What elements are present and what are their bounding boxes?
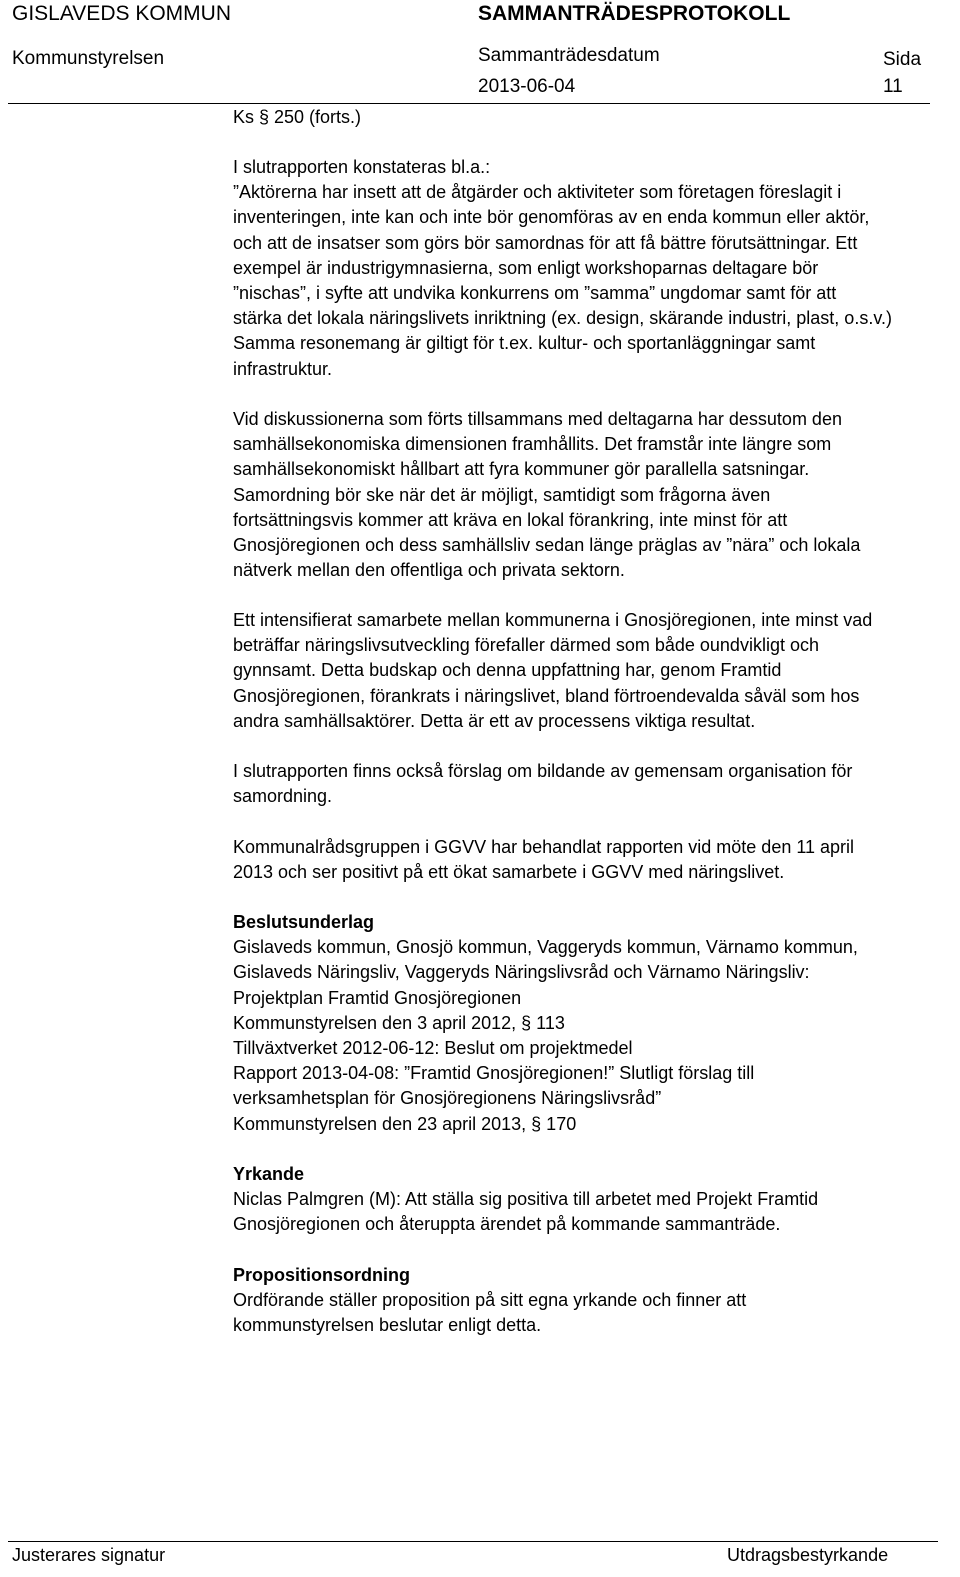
text-line: Ordförande ställer proposition på sitt egna yrkande och finner att (233, 1290, 747, 1311)
section-beslutsunderlag (233, 910, 943, 1137)
text-line: gynnsamt. Detta budskap och denna uppfattning har, genom Framtid (233, 660, 782, 681)
text-line: kommunstyrelsen beslutar enligt detta. (233, 1315, 542, 1336)
text-line: Gnosjöregionen, förankrats i näringslivet, bland förtroendevalda såväl som hos (233, 685, 860, 706)
text-line: Tillväxtverket 2012-06-12: Beslut om projektmedel (233, 1038, 633, 1059)
section-heading: Propositionsordning (233, 1265, 410, 1285)
text-line: I slutrapporten konstateras bl.a.: (233, 157, 491, 177)
text-line: Gnosjöregionen och dess samhällsliv sedan länge präglas av ”nära” och lokala (233, 535, 861, 556)
text-line: Gnosjöregionen och återuppta ärendet på kommande sammanträde. (233, 1214, 781, 1235)
committee-name: Kommunstyrelsen (12, 48, 165, 69)
paragraph-1 (233, 155, 943, 382)
page-number: 11 (883, 76, 903, 97)
section-heading: Yrkande (233, 1164, 305, 1184)
text-line: verksamhetsplan för Gnosjöregionens Näringslivsråd” (233, 1088, 662, 1109)
text-line: ”nischas”, i syfte att undvika konkurrens om ”samma” ungdomar samt för att (233, 283, 837, 304)
section-yrkande (233, 1162, 943, 1238)
text-line: infrastruktur. (233, 358, 333, 379)
text-line: stärka det lokala näringslivets inriktning (ex. design, skärande industri, plast, o.s.v.) (233, 308, 892, 329)
section-propositionsordning (233, 1263, 943, 1339)
section-heading: Beslutsunderlag (233, 912, 375, 932)
paragraph-5 (233, 835, 943, 885)
text-line: samhällsekonomiska dimensionen framhållits. Det framstår inte längre som (233, 434, 832, 455)
text-line: inventeringen, inte kan och inte bör genomföras av en enda kommun eller aktör, (233, 207, 870, 228)
text-line: beträffar näringslivsutveckling förefaller därmed som både oundvikligt och (233, 635, 819, 656)
text-line: andra samhällsaktörer. Detta är ett av processens viktiga resultat. (233, 710, 756, 731)
text-line: 2013 och ser positivt på ett ökat samarbete i GGVV med näringslivet. (233, 862, 785, 883)
text-line: samordning. (233, 786, 333, 807)
paragraph-2 (233, 407, 943, 583)
case-reference: Ks § 250 (forts.) (233, 107, 362, 127)
text-line: Gislaveds Näringsliv, Vaggeryds Näringslivsråd och Värnamo Näringsliv: (233, 962, 810, 983)
text-line: Ett intensifierat samarbete mellan kommunerna i Gnosjöregionen, inte minst vad (233, 610, 873, 630)
text-line: ”Aktörerna har insett att de åtgärder och aktiviteter som företagen föreslagit i (233, 182, 842, 203)
text-line: Samma resonemang är giltigt för t.ex. kultur- och sportanläggningar samt (233, 333, 816, 354)
municipality-name: GISLAVEDS KOMMUN (12, 2, 231, 25)
text-line: nätverk mellan den offentliga och privata sektorn. (233, 560, 625, 581)
header-rule (8, 103, 930, 104)
text-line: Kommunstyrelsen den 3 april 2012, § 113 (233, 1012, 565, 1033)
text-line: I slutrapporten finns också förslag om bildande av gemensam organisation för (233, 761, 853, 781)
text-line: Kommunalrådsgruppen i GGVV har behandlat rapporten vid möte den 11 april (233, 837, 855, 857)
footer-signature-label: Justerares signatur (12, 1545, 166, 1565)
text-line: Gislaveds kommun, Gnosjö kommun, Vaggeryds kommun, Värnamo kommun, (233, 937, 858, 958)
text-line: Kommunstyrelsen den 23 april 2013, § 170 (233, 1113, 577, 1134)
text-line: fortsättningsvis kommer att kräva en lokal förankring, inte minst för att (233, 509, 788, 530)
meeting-date: 2013-06-04 (478, 76, 576, 97)
text-line: exempel är industrigymnasierna, som enligt workshoparnas deltagare bör (233, 257, 819, 278)
footer-rule (8, 1541, 938, 1542)
paragraph-3 (233, 608, 943, 734)
page-label: Sida (883, 49, 922, 70)
text-line: Projektplan Framtid Gnosjöregionen (233, 987, 522, 1008)
document-type: SAMMANTRÄDESPROTOKOLL (478, 2, 791, 25)
text-line: samhällsekonomiskt hållbart att fyra kommuner gör parallella satsningar. (233, 459, 810, 480)
date-label: Sammanträdesdatum (478, 45, 660, 66)
text-line: Rapport 2013-04-08: ”Framtid Gnosjöregionen!” Slutligt förslag till (233, 1063, 755, 1084)
text-line: och att de insatser som görs bör samordnas för att få bättre förutsättningar. Ett (233, 232, 858, 253)
footer-certification-label: Utdragsbestyrkande (727, 1545, 889, 1565)
text-line: Vid diskussionerna som förts tillsammans med deltagarna har dessutom den (233, 409, 842, 429)
text-line: Samordning bör ske när det är möjligt, samtidigt som frågorna även (233, 484, 771, 505)
text-line: Niclas Palmgren (M): Att ställa sig positiva till arbetet med Projekt Framtid (233, 1189, 819, 1210)
paragraph-4 (233, 759, 943, 809)
